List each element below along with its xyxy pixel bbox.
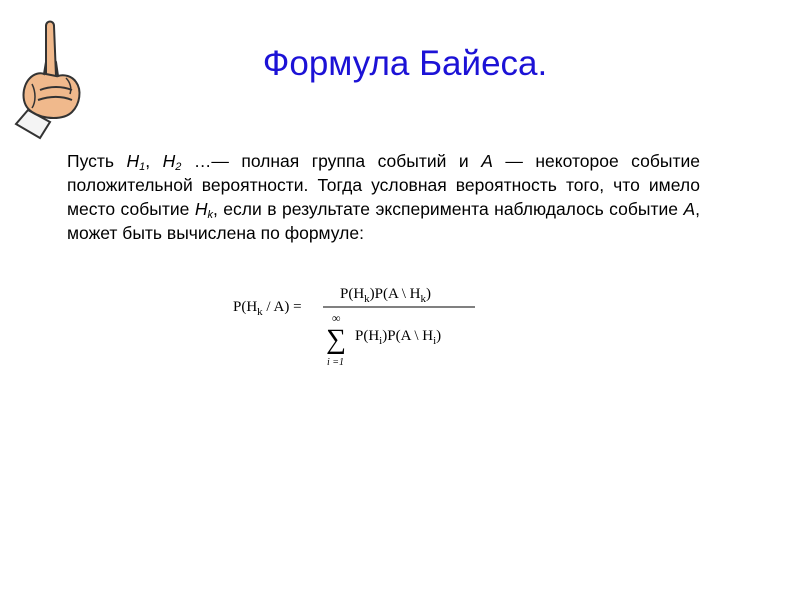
sum-lower-limit: i =1 xyxy=(327,357,345,368)
text-part-1: — полная группа событий и xyxy=(211,151,482,171)
formula-lhs: $P(H_k / A)$ = xyxy=(233,299,302,318)
var-a-2: A xyxy=(683,199,696,219)
slide-title: Формула Байеса. xyxy=(262,44,548,83)
text-part-2: — некоторое событие положительной вероятности. Тогда условная вероятность того, что имело место событие xyxy=(67,151,700,219)
sum-upper-limit: ∞ xyxy=(332,311,341,325)
text-let: Пусть xyxy=(67,151,127,171)
formula-denominator: $P(H_i)P(A$ \ $H_i$) xyxy=(355,328,442,347)
text-part-4: , может быть вычислена по формуле: xyxy=(67,199,701,243)
var-hk: $H_k$ xyxy=(194,199,213,221)
text-part-3: , если в результате эксперимента наблюдалось событие xyxy=(212,199,684,219)
var-h2: $H_2$ xyxy=(162,151,182,173)
var-a: A xyxy=(481,151,493,171)
sum-symbol: ∑ xyxy=(326,324,346,355)
body-paragraph: Пусть $H_1$, $H_2$ …— полная группа событий и A — некоторое событие положительной вероятности. Тогда условная вероятность того, что имело место событие $H_k$, если в результате эксперимента наблюдалось событие A, может быть вычислена по формуле: xyxy=(67,151,701,243)
formula-numerator: $P(H_k)P(A$ \ $H_k$) xyxy=(340,286,432,305)
var-h1: $H_1$ xyxy=(126,151,146,173)
bayes-formula xyxy=(225,278,485,373)
